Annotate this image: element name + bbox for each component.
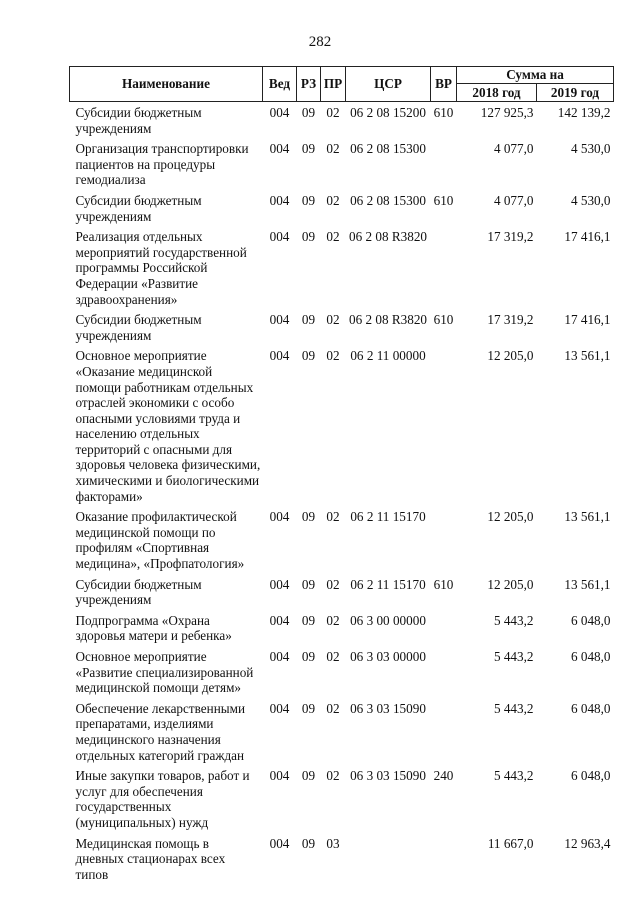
row-vr (431, 613, 457, 649)
row-sum-2019: 17 416,1 (564, 312, 611, 328)
budget-table (69, 66, 614, 887)
row-sum-2018: 5 443,2 (493, 768, 534, 784)
row-sum-2018: 4 077,0 (493, 141, 534, 157)
row-ved: 004 (269, 768, 290, 784)
row-sum-2018: 17 319,2 (487, 312, 534, 328)
table-row (70, 102, 614, 142)
row-name: Иные закупки товаров, работ и услуг для обеспечения государственных (муниципальных) нужд (75, 768, 250, 830)
row-sum-2019: 17 416,1 (564, 229, 611, 245)
row-sum-2019: 142 139,2 (557, 105, 611, 120)
table-row (70, 768, 614, 835)
row-pr: 02 (326, 612, 340, 628)
header-csr: ЦСР (346, 67, 431, 102)
table-row (70, 509, 614, 576)
row-pr: 02 (326, 509, 340, 525)
row-name: Реализация отдельных мероприятий государственной программы Российской Федерации «Развитие здравоохранения» (75, 229, 247, 307)
header-ved: Вед (263, 67, 297, 102)
row-ved: 004 (269, 835, 290, 851)
row-ved: 004 (269, 192, 290, 208)
table-row (70, 836, 614, 888)
row-name: Субсидии бюджетным учреждениям (75, 105, 202, 136)
row-sum-2019: 4 530,0 (570, 141, 611, 157)
row-ved: 004 (269, 105, 290, 120)
row-vr (431, 836, 457, 888)
row-rz: 09 (301, 649, 316, 664)
row-csr: 06 3 00 00000 (350, 612, 426, 628)
row-rz: 09 (301, 312, 316, 328)
row-sum-2019: 6 048,0 (570, 700, 611, 716)
row-sum-2018: 4 077,0 (493, 192, 534, 208)
row-name: Основное мероприятие «Оказание медицинской помощи работникам отдельных отраслей экономики с особо опасными условиями труда и населению отдельных территорий с опасными для здоровья человека физическими, химическими и биологическими факторами» (75, 348, 261, 504)
header-year-2019: 2019 год (537, 84, 614, 102)
row-sum-2019: 6 048,0 (570, 649, 611, 664)
row-sum-2018: 5 443,2 (493, 649, 534, 664)
row-name: Основное мероприятие «Развитие специализированной медицинской помощи детям» (75, 649, 254, 696)
table-row (70, 229, 614, 312)
row-sum-2018: 12 205,0 (487, 348, 534, 364)
row-pr: 02 (326, 312, 340, 328)
row-name: Субсидии бюджетным учреждениям (75, 576, 202, 608)
row-name: Оказание профилактической медицинской помощи по профилям «Спортивная медицина», «Профпатология» (75, 509, 245, 572)
header-year-2018: 2018 год (457, 84, 537, 102)
row-csr: 06 2 11 15170 (350, 509, 426, 525)
row-csr: 06 2 08 R3820 (348, 229, 428, 245)
row-pr: 02 (326, 700, 340, 716)
row-sum-2018: 11 667,0 (487, 835, 534, 851)
row-name: Субсидии бюджетным учреждениям (75, 192, 202, 224)
page-number: 282 (308, 34, 332, 50)
row-csr: 06 3 03 00000 (350, 649, 426, 664)
header-vr: ВР (431, 67, 457, 102)
row-csr: 06 3 03 15090 (350, 768, 426, 784)
row-vr: 610 (433, 312, 454, 328)
table-header (70, 67, 614, 102)
row-vr (431, 509, 457, 576)
row-sum-2019: 13 561,1 (564, 576, 611, 592)
header-sum: Сумма на (457, 67, 614, 84)
row-rz: 09 (301, 192, 316, 208)
row-ved: 004 (269, 312, 290, 328)
header-name: Наименование (70, 67, 263, 102)
row-name: Обеспечение лекарственными препаратами, изделиями медицинского назначения отдельных категорий граждан (75, 700, 246, 763)
row-pr: 02 (326, 576, 340, 592)
row-name: Подпрограмма «Охрана здоровья матери и ребенка» (75, 612, 232, 644)
row-rz: 09 (301, 348, 316, 364)
row-name: Субсидии бюджетным учреждениям (75, 312, 202, 343)
row-csr (346, 836, 431, 888)
row-sum-2019: 6 048,0 (570, 612, 611, 628)
row-vr (431, 141, 457, 193)
row-vr: 610 (433, 105, 454, 120)
row-name: Медицинская помощь в дневных стационарах всех типов (75, 835, 226, 882)
row-vr (431, 348, 457, 509)
row-csr: 06 2 11 15170 (350, 576, 426, 592)
row-sum-2019: 13 561,1 (564, 509, 611, 525)
row-ved: 004 (269, 229, 290, 245)
row-vr: 240 (433, 768, 454, 784)
row-rz: 09 (301, 229, 316, 245)
row-vr: 610 (433, 192, 454, 208)
row-rz: 09 (301, 700, 316, 716)
row-sum-2018: 127 925,3 (480, 105, 534, 120)
row-rz: 09 (301, 576, 316, 592)
row-ved: 004 (269, 649, 290, 664)
row-csr: 06 2 08 15300 (350, 192, 426, 208)
table-row (70, 193, 614, 229)
row-csr: 06 2 08 15200 (350, 105, 426, 120)
row-sum-2018: 5 443,2 (493, 612, 534, 628)
row-ved: 004 (269, 141, 290, 157)
row-ved: 004 (269, 700, 290, 716)
row-vr (431, 229, 457, 312)
row-ved: 004 (269, 348, 290, 364)
row-pr: 02 (326, 229, 340, 245)
header-pr: ПР (321, 67, 346, 102)
table-body (70, 102, 614, 888)
row-ved: 004 (269, 576, 290, 592)
row-ved: 004 (269, 612, 290, 628)
row-csr: 06 2 08 15300 (350, 141, 426, 157)
row-vr (431, 649, 457, 701)
row-sum-2018: 17 319,2 (487, 229, 534, 245)
row-vr: 610 (433, 576, 454, 592)
row-sum-2019: 12 963,4 (564, 835, 611, 851)
row-name: Организация транспортировки пациентов на процедуры гемодиализа (75, 141, 249, 188)
row-vr (431, 701, 457, 768)
row-pr: 02 (326, 768, 340, 784)
row-sum-2019: 4 530,0 (570, 192, 611, 208)
row-sum-2019: 6 048,0 (570, 768, 611, 784)
row-rz: 09 (301, 768, 316, 784)
row-ved: 004 (269, 509, 290, 525)
row-pr: 02 (326, 348, 340, 364)
row-pr: 02 (326, 141, 340, 157)
row-sum-2018: 12 205,0 (487, 509, 534, 525)
header-rz: РЗ (297, 67, 321, 102)
row-pr: 02 (326, 649, 340, 664)
row-pr: 02 (326, 192, 340, 208)
row-csr: 06 2 11 00000 (350, 348, 426, 364)
row-rz: 09 (301, 835, 316, 851)
row-rz: 09 (301, 612, 316, 628)
table-row (70, 701, 614, 768)
table-row (70, 613, 614, 649)
row-rz: 09 (301, 509, 316, 525)
row-sum-2018: 12 205,0 (487, 576, 534, 592)
table-row (70, 312, 614, 348)
row-rz: 09 (301, 105, 316, 120)
row-pr: 02 (326, 105, 340, 120)
table-row (70, 577, 614, 613)
row-csr: 06 3 03 15090 (350, 700, 426, 716)
table-row (70, 141, 614, 193)
row-rz: 09 (301, 141, 316, 157)
row-csr: 06 2 08 R3820 (348, 312, 428, 328)
table-row (70, 649, 614, 701)
row-sum-2019: 13 561,1 (564, 348, 611, 364)
row-sum-2018: 5 443,2 (493, 700, 534, 716)
table-row (70, 348, 614, 509)
row-pr: 03 (326, 835, 340, 851)
